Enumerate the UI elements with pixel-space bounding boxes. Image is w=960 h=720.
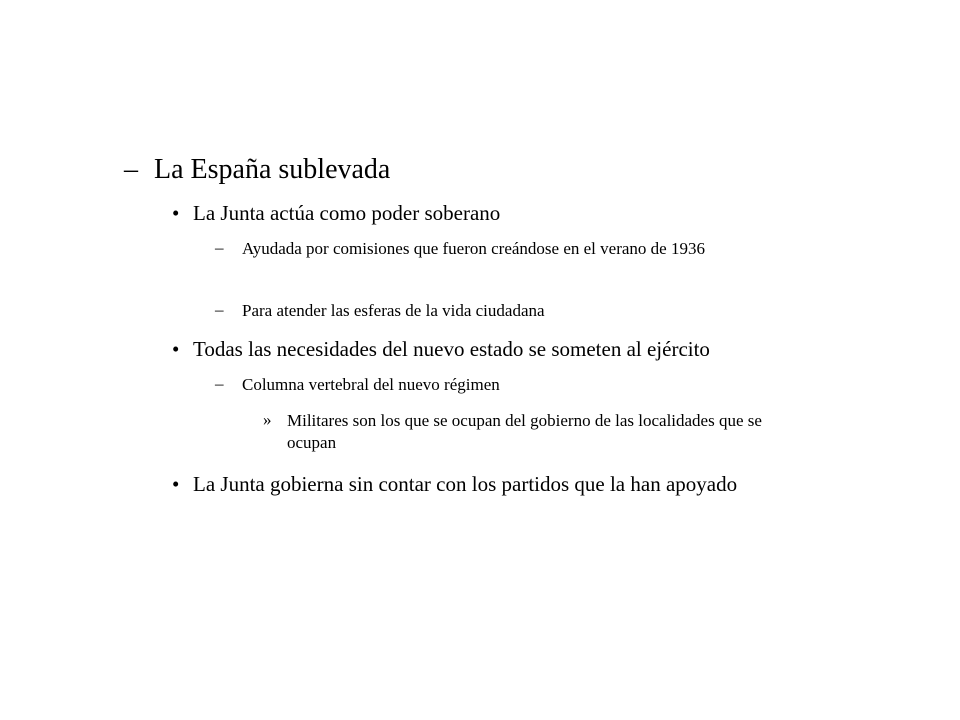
sub-item xyxy=(215,238,832,260)
dash-marker: – xyxy=(215,374,224,393)
sub-item-text: Ayudada por comisiones que fueron creándose en el verano de 1936 xyxy=(242,239,705,258)
dash-marker: – xyxy=(215,238,224,257)
bullet-text: La Junta actúa como poder soberano xyxy=(193,201,501,225)
dash-marker: – xyxy=(124,154,138,185)
sub-item xyxy=(215,300,832,322)
bullet-text: Todas las necesidades del nuevo estado se someten al ejército xyxy=(193,337,710,361)
bullet-marker: • xyxy=(172,201,180,225)
sub-sub-item xyxy=(263,410,797,454)
sub-item xyxy=(215,374,832,396)
bullet-item xyxy=(172,472,833,497)
raquo-marker: » xyxy=(263,410,272,429)
bullet-marker: • xyxy=(172,472,180,496)
dash-marker: – xyxy=(215,300,224,319)
sub-item-text: Para atender las esferas de la vida ciudadana xyxy=(242,301,545,320)
heading-text: La España sublevada xyxy=(154,154,391,185)
bullet-item xyxy=(172,201,833,226)
sub-sub-item-text: Militares son los que se ocupan del gobierno de las localidades que se ocupan xyxy=(287,411,762,453)
sub-item-text: Columna vertebral del nuevo régimen xyxy=(242,375,500,394)
bullet-marker: • xyxy=(172,337,180,361)
slide-heading xyxy=(124,153,390,187)
bullet-item xyxy=(172,337,833,362)
bullet-text: La Junta gobierna sin contar con los partidos que la han apoyado xyxy=(193,472,738,496)
